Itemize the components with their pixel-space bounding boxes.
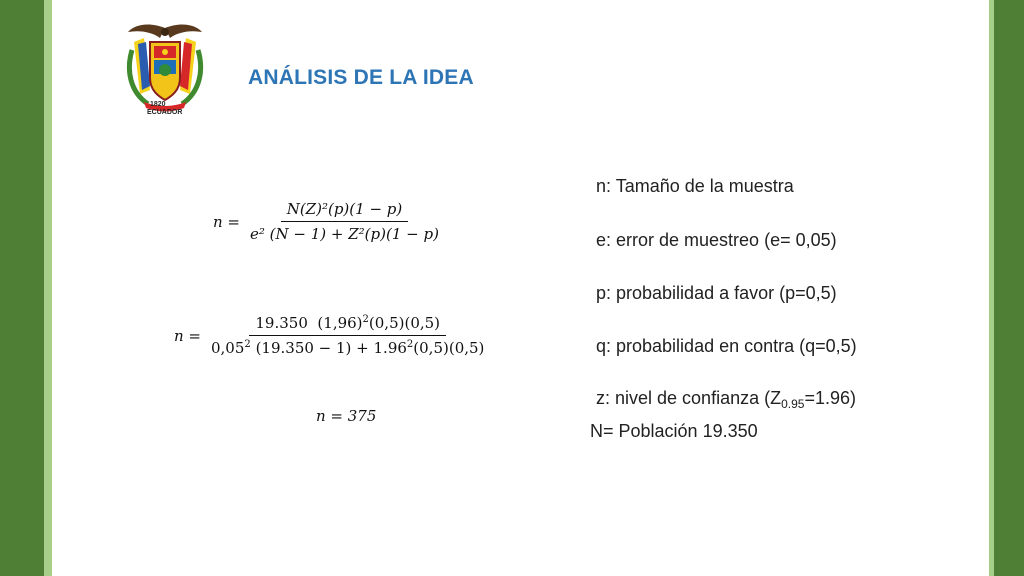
left-light-bar: [44, 0, 52, 576]
left-dark-bar: [0, 0, 44, 576]
den-z-exponent: 2: [406, 339, 414, 350]
legend-p: p: probabilidad a favor (p=0,5): [596, 283, 837, 303]
formula-denominator: e² (N − 1) + Z²(p)(1 − p): [250, 225, 439, 243]
legend-e: e: error de muestreo (e= 0,05): [596, 230, 837, 250]
legend-n: n: Tamaño de la muestra: [596, 176, 794, 196]
den-error: 0,05: [211, 339, 245, 357]
substituted-fraction: [205, 314, 490, 357]
seal-caption: ECUADOR: [147, 109, 183, 116]
substituted-numerator: [249, 314, 446, 336]
legend-population: N= Población 19.350: [590, 421, 758, 441]
legend-z-suffix: =1.96): [804, 388, 856, 408]
substituted-lhs: n =: [174, 326, 201, 345]
num-population: 19.350: [255, 314, 308, 332]
den-error-exponent: 2: [244, 339, 251, 350]
substituted-formula: [174, 314, 490, 357]
den-pq: (0,5)(0,5): [413, 339, 485, 357]
formula-fraction: [244, 200, 445, 243]
sample-size-formula: [213, 200, 445, 243]
slide-title: ANÁLISIS DE LA IDEA: [248, 66, 474, 89]
num-z-exponent: 2: [362, 314, 369, 325]
num-pq: (0,5)(0,5): [368, 314, 441, 332]
substituted-denominator: [205, 336, 490, 357]
result-formula: n = 375: [316, 407, 377, 425]
formula-lhs: n =: [213, 212, 240, 231]
right-dark-bar: [994, 0, 1024, 576]
legend-q: q: probabilidad en contra (q=0,5): [596, 336, 857, 356]
formula-numerator: N(Z)²(p)(1 − p): [281, 200, 409, 222]
seal-year: 1820: [150, 101, 166, 108]
num-z: (1,96): [317, 314, 363, 332]
legend-z-subscript: 0.95: [781, 397, 805, 411]
den-middle: (19.350 − 1) + 1.96: [255, 339, 407, 357]
legend-z: [596, 388, 856, 409]
legend-z-prefix: z: nivel de confianza (Z: [596, 388, 782, 408]
